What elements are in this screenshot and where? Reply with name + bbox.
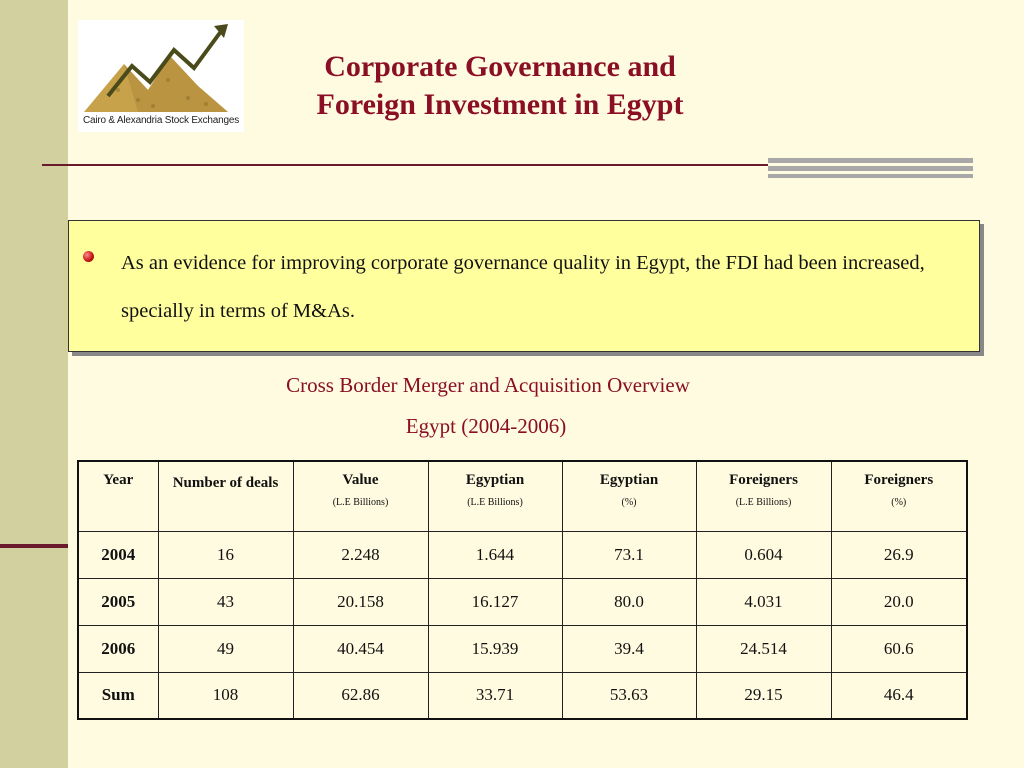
header-unit: (%) [891, 497, 907, 508]
table-row [78, 625, 967, 672]
header-number-of-deals: Number of deals [158, 461, 293, 531]
left-accent-bar [0, 544, 68, 548]
header-value [293, 461, 428, 531]
cell-egyptian-percent: 73.1 [562, 531, 696, 578]
cell-egyptian-value: 1.644 [428, 531, 562, 578]
header-label: Foreigners [729, 472, 798, 488]
table-header-row [78, 461, 967, 531]
slide-title: Corporate Governance and Foreign Investment in Egypt [316, 50, 684, 121]
cell-value: 20.158 [293, 578, 428, 625]
table-row-sum [78, 672, 967, 719]
header-label: Foreigners [864, 472, 934, 488]
bullet-callout-box [68, 220, 980, 352]
cell-value: 2.248 [293, 531, 428, 578]
cell-foreigners-percent: 46.4 [831, 672, 967, 719]
table-caption-line2: Egypt (2004-2006) [405, 414, 567, 438]
cell-egyptian-value: 16.127 [428, 578, 562, 625]
bullet-text: As an evidence for improving corporate governance quality in Egypt, the FDI had been increased, specially in terms of M&As. [121, 252, 925, 322]
header-unit: (%) [621, 497, 637, 508]
title-divider [42, 164, 768, 166]
divider-stripes [768, 158, 973, 178]
cell-egyptian-percent: 53.63 [562, 672, 696, 719]
row-year: 2006 [78, 625, 158, 672]
cell-egyptian-value: 33.71 [428, 672, 562, 719]
cell-foreigners-percent: 26.9 [831, 531, 967, 578]
table-row [78, 578, 967, 625]
cell-egyptian-percent: 39.4 [562, 625, 696, 672]
cell-foreigners-value: 29.15 [696, 672, 831, 719]
ma-overview-table [77, 460, 968, 720]
cell-foreigners-percent: 20.0 [831, 578, 967, 625]
header-label: Value [342, 472, 379, 488]
cell-deals: 43 [158, 578, 293, 625]
mountain-chart-logo-icon [78, 20, 244, 116]
header-unit: (L.E Billions) [332, 497, 389, 508]
cell-deals: 49 [158, 625, 293, 672]
header-egyptian-percent [562, 461, 696, 531]
header-foreigners-percent [831, 461, 967, 531]
header-label: Egyptian [465, 472, 525, 488]
logo-caption: Cairo & Alexandria Stock Exchanges [82, 115, 240, 126]
cell-foreigners-value: 24.514 [696, 625, 831, 672]
cell-deals: 16 [158, 531, 293, 578]
cell-foreigners-value: 0.604 [696, 531, 831, 578]
header-unit: (L.E Billions) [467, 497, 523, 508]
header-foreigners-value [696, 461, 831, 531]
table-caption-line1: Cross Border Merger and Acquisition Overview [286, 373, 690, 397]
cell-egyptian-value: 15.939 [428, 625, 562, 672]
cell-egyptian-percent: 80.0 [562, 578, 696, 625]
cell-foreigners-value: 4.031 [696, 578, 831, 625]
header-label: Egyptian [599, 472, 659, 488]
row-year: 2005 [78, 578, 158, 625]
bullet-icon [83, 251, 94, 262]
header-unit: (L.E Billions) [735, 497, 792, 508]
row-year: Sum [78, 672, 158, 719]
cell-value: 40.454 [293, 625, 428, 672]
header-egyptian-value [428, 461, 562, 531]
cell-deals: 108 [158, 672, 293, 719]
row-year: 2004 [78, 531, 158, 578]
cell-value: 62.86 [293, 672, 428, 719]
table-row [78, 531, 967, 578]
header-year: Year [78, 461, 158, 531]
exchange-logo [78, 20, 244, 132]
cell-foreigners-percent: 60.6 [831, 625, 967, 672]
